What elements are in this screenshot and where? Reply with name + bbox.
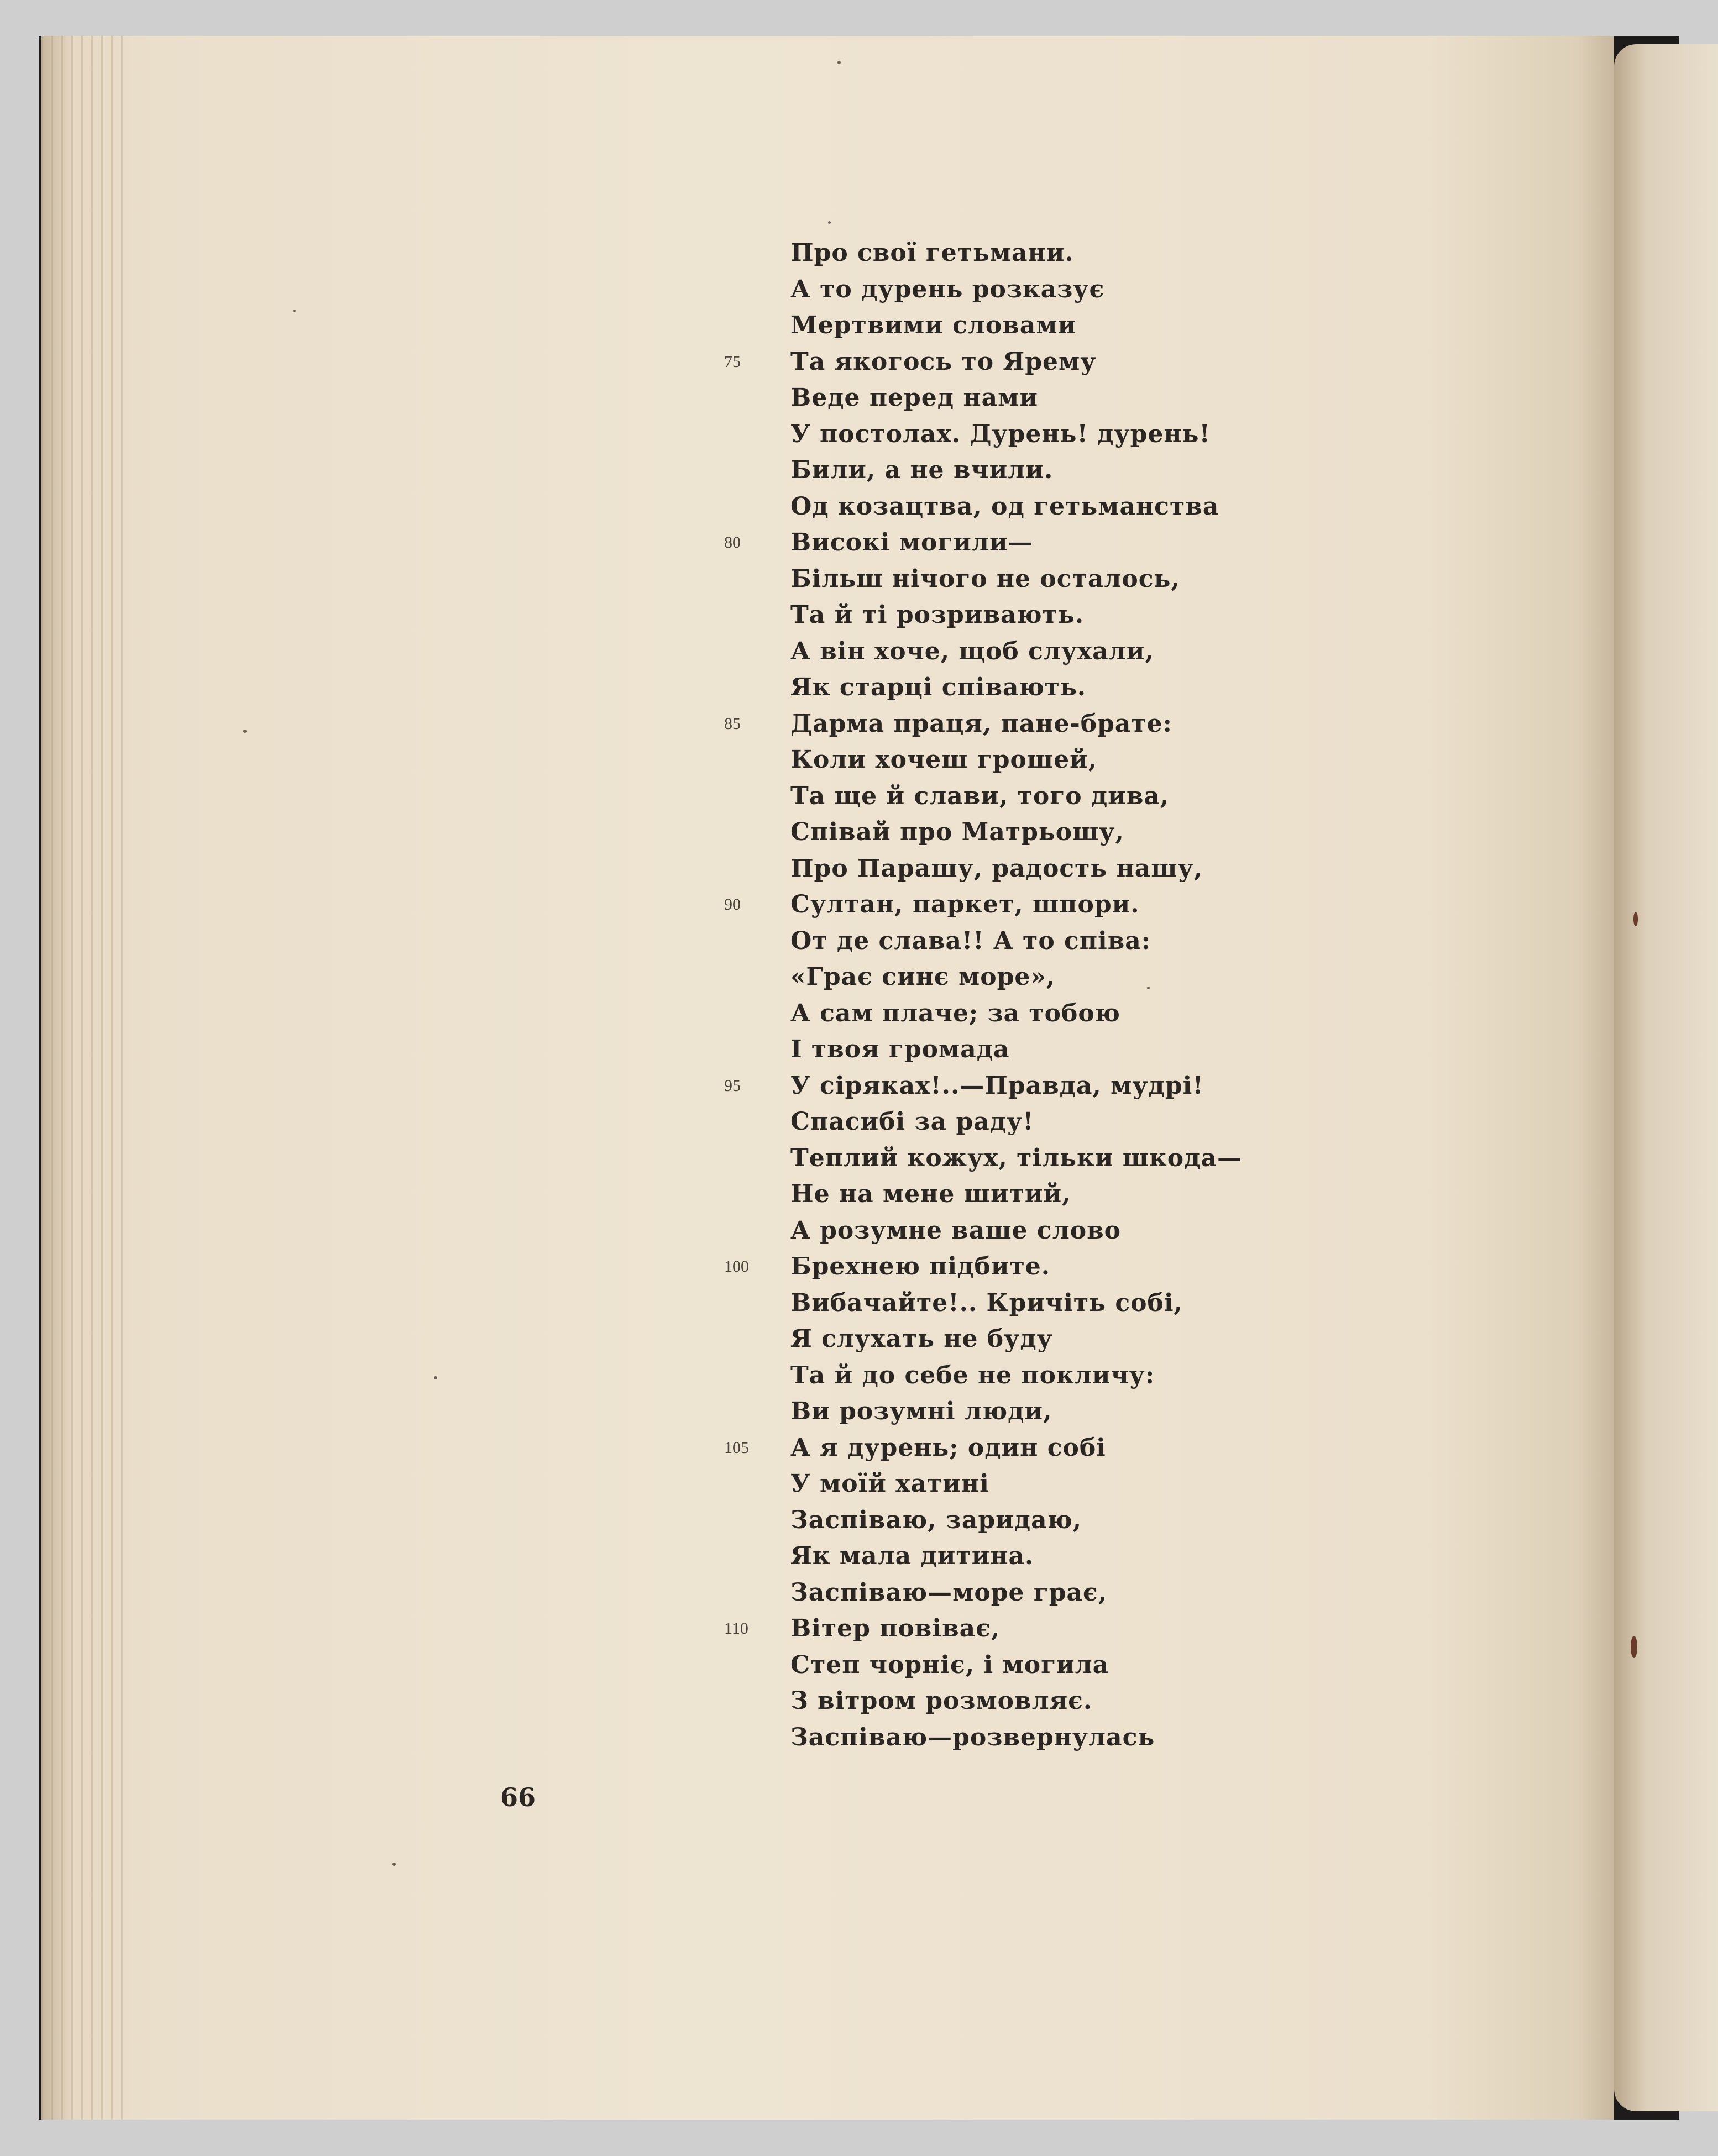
line-text: Та якогось то Ярему	[790, 347, 1097, 376]
line-text: Ви розумні люди,	[790, 1397, 1052, 1425]
line-text: Коли хочеш грошей,	[790, 746, 1098, 774]
poem-line	[790, 1538, 1288, 1575]
line-text: Теплий кожух, тільки шкода—	[790, 1143, 1242, 1172]
line-text: Веде перед нами	[790, 384, 1038, 412]
line-text: У сіряках!..—Правда, мудрі!	[790, 1071, 1204, 1100]
poem-line	[724, 1611, 1288, 1647]
line-text: Заспіваю, заридаю,	[790, 1505, 1082, 1534]
poem-line	[790, 742, 1288, 778]
poem-line	[790, 1321, 1288, 1357]
poem-line	[790, 597, 1288, 633]
poem-line	[790, 778, 1288, 815]
poem-line	[790, 814, 1288, 851]
poem-line	[790, 1647, 1288, 1683]
line-text: А то дурень розказує	[790, 275, 1105, 303]
line-text: Вітер повіває,	[790, 1614, 1001, 1643]
line-text: Од козацтва, од гетьманства	[790, 492, 1219, 521]
poem-line	[790, 1176, 1288, 1213]
line-text: Про свої гетьмани.	[790, 239, 1074, 267]
line-text: А він хоче, щоб слухали,	[790, 637, 1154, 665]
poem-line	[790, 561, 1288, 597]
line-number: 90	[724, 895, 741, 914]
poem-line	[790, 1140, 1288, 1177]
poem-line	[790, 633, 1288, 670]
page-edge-texture	[41, 36, 124, 2120]
poem-line	[790, 923, 1288, 959]
line-text: Та й до себе не покличу:	[790, 1361, 1155, 1389]
poem-line	[790, 1575, 1288, 1611]
poem-line	[790, 271, 1288, 308]
line-text: Про Парашу, радость нашу,	[790, 854, 1203, 883]
line-text: Степ чорніє, і могила	[790, 1650, 1109, 1679]
line-text: Били, а не вчили.	[790, 456, 1054, 484]
poem-line	[790, 489, 1288, 525]
line-text: Заспіваю—море грає,	[790, 1578, 1108, 1607]
line-text: Вибачайте!.. Кричіть собі,	[790, 1288, 1183, 1317]
poem-line	[790, 452, 1288, 489]
page-number: 66	[500, 1782, 536, 1812]
line-text: От де слава!! А то співа:	[790, 926, 1151, 955]
line-text: І твоя громада	[790, 1035, 1010, 1063]
poem-line	[790, 1466, 1288, 1502]
poem-line	[790, 1213, 1288, 1249]
poem-line	[790, 380, 1288, 416]
poem-line	[790, 1031, 1288, 1068]
poem-line	[790, 1502, 1288, 1539]
poem-line	[790, 995, 1288, 1032]
line-text: Високі могили—	[790, 528, 1033, 557]
poem-line	[724, 1249, 1288, 1285]
line-number: 105	[724, 1438, 749, 1457]
paper-speck	[1147, 987, 1150, 989]
poem-line	[790, 1104, 1288, 1140]
poem-line	[724, 344, 1288, 380]
paper-speck	[837, 61, 841, 64]
facing-page-edge	[1614, 44, 1718, 2111]
poem-line	[790, 1357, 1288, 1394]
line-text: Дарма праця, пане-брате:	[790, 709, 1172, 738]
poem-line	[790, 1719, 1288, 1756]
line-text: Як старці співають.	[790, 673, 1087, 701]
line-number: 100	[724, 1257, 749, 1276]
paper-speck	[293, 310, 296, 312]
line-number: 95	[724, 1076, 741, 1095]
paper-speck	[243, 730, 247, 733]
poem-line	[724, 1068, 1288, 1104]
paper-speck	[1631, 1636, 1637, 1658]
line-text: Як мала дитина.	[790, 1542, 1034, 1570]
poem-line	[790, 307, 1288, 344]
line-text: З вітром розмовляє.	[790, 1687, 1093, 1715]
line-text: Не на мене шитий,	[790, 1180, 1071, 1208]
line-text: «Грає синє море»,	[790, 963, 1056, 991]
poem-line	[790, 669, 1288, 706]
line-text: Та ще й слави, того дива,	[790, 781, 1170, 810]
line-text: А я дурень; один собі	[790, 1433, 1106, 1462]
paper-speck	[1633, 912, 1638, 926]
poem-line	[790, 959, 1288, 995]
line-text: Співай про Матрьошу,	[790, 818, 1124, 846]
line-text: Мертвими словами	[790, 311, 1077, 339]
poem-line	[724, 1430, 1288, 1466]
line-text: У постолах. Дурень! дурень!	[790, 419, 1211, 448]
line-text: У моїй хатині	[790, 1470, 989, 1498]
paper-speck	[828, 221, 831, 224]
poem-line	[790, 416, 1288, 453]
line-text: А сам плаче; за тобою	[790, 999, 1120, 1027]
paper-speck	[434, 1376, 437, 1379]
line-text: Більш нічого не осталось,	[790, 564, 1180, 593]
line-text: Спасибі за раду!	[790, 1108, 1034, 1136]
poem-line	[790, 1683, 1288, 1719]
line-text: Заспіваю—розвернулась	[790, 1723, 1155, 1751]
poem-line	[790, 1285, 1288, 1321]
line-number: 75	[724, 352, 741, 371]
poem-line	[790, 235, 1288, 271]
line-text: Султан, паркет, шпори.	[790, 890, 1140, 919]
poem-line	[724, 706, 1288, 742]
line-number: 85	[724, 714, 741, 733]
line-text: Брехнею підбите.	[790, 1252, 1051, 1281]
line-text: Я слухать не буду	[790, 1325, 1053, 1353]
paper-speck	[392, 1863, 396, 1866]
line-text: Та й ті розривають.	[790, 601, 1085, 629]
poem-line	[790, 851, 1288, 887]
poem-line	[724, 886, 1288, 923]
poem-line	[790, 1393, 1288, 1430]
line-number: 110	[724, 1619, 748, 1638]
line-number: 80	[724, 533, 741, 552]
line-text: А розумне ваше слово	[790, 1216, 1122, 1245]
poem-text	[724, 235, 1288, 1799]
poem-line	[724, 524, 1288, 561]
